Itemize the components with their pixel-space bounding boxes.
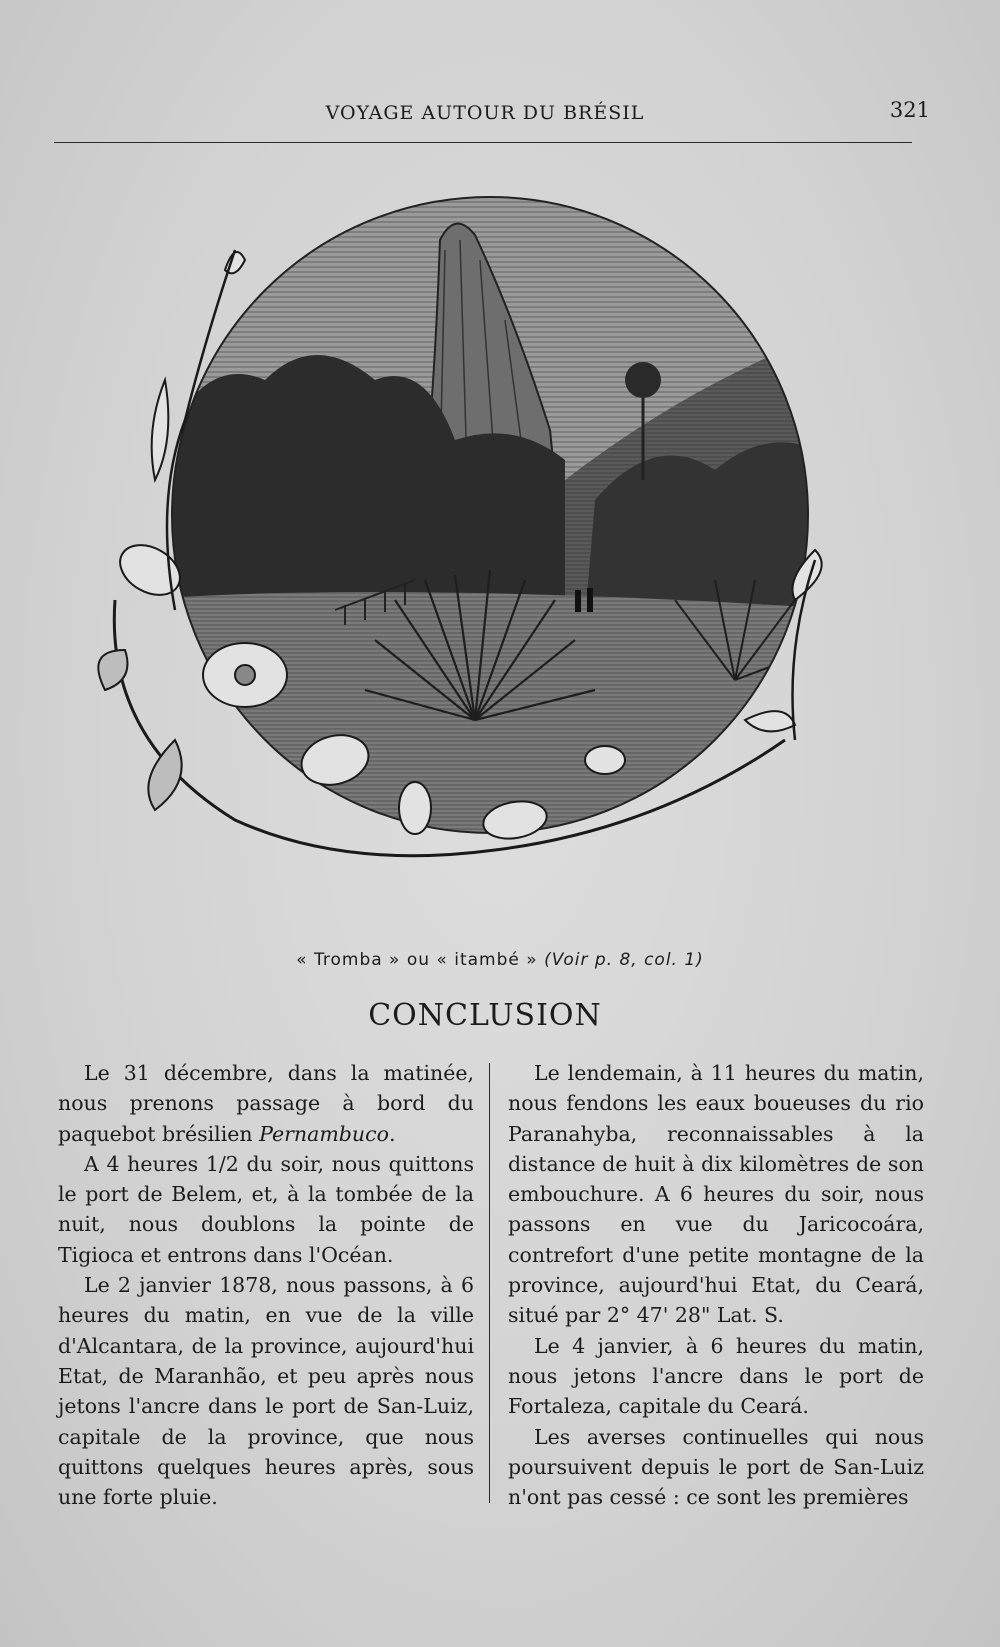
- column-divider: [489, 1063, 490, 1503]
- right-column: [508, 1058, 924, 1512]
- paragraph: A 4 heures 1/2 du soir, nous quittons le port de Belem, et, à la tombée de la nuit, nous doublons la pointe de Tigioca et entrons dans l'Océan.: [58, 1151, 474, 1267]
- section-title: CONCLUSION: [368, 998, 602, 1033]
- running-title: VOYAGE AUTOUR DU BRÉSIL: [325, 102, 645, 124]
- ship-name: Pernambuco: [259, 1121, 389, 1146]
- engraving-illustration: [95, 180, 875, 910]
- paragraph: Le 2 janvier 1878, nous passons, à 6 heures du matin, en vue de la ville d'Alcantara, de la province, aujourd'hui Etat, de Maranhão, et peu après nous jetons l'ancre dans le port de San-Luiz, capitale de la province, que nous quittons quelques heures après, sous une forte pluie.: [58, 1273, 474, 1510]
- paragraph: Le 31 décembre, dans la matinée, nous prenons passage à bord du paquebot brésilien Pernambuco.: [58, 1061, 474, 1146]
- figure-caption: [200, 950, 800, 970]
- left-column: [58, 1058, 474, 1512]
- caption-reference: (Voir p. 8, col. 1): [544, 950, 704, 970]
- landscape-scene: [95, 180, 875, 910]
- page-number: 321: [889, 98, 930, 122]
- caption-title: « Tromba » ou « itambé »: [296, 950, 538, 970]
- paragraph: Le 4 janvier, à 6 heures du matin, nous jetons l'ancre dans le port de Fortaleza, capitale du Ceará.: [508, 1333, 924, 1419]
- paragraph: Le lendemain, à 11 heures du matin, nous fendons les eaux boueuses du rio Paranahyba, reconnaissables à la distance de huit à dix kilomètres de son embouchure. A 6 heures du soir, nous passons en vue du Jaricocoára, contrefort d'une petite montagne de la province, aujourd'hui Etat, du Ceará, situé par 2° 47' 28" Lat. S.: [508, 1061, 924, 1328]
- header-rule: [54, 142, 912, 143]
- paragraph: Les averses continuelles qui nous poursuivent depuis le port de San-Luiz n'ont pas cessé : ce sont les premières: [508, 1424, 924, 1510]
